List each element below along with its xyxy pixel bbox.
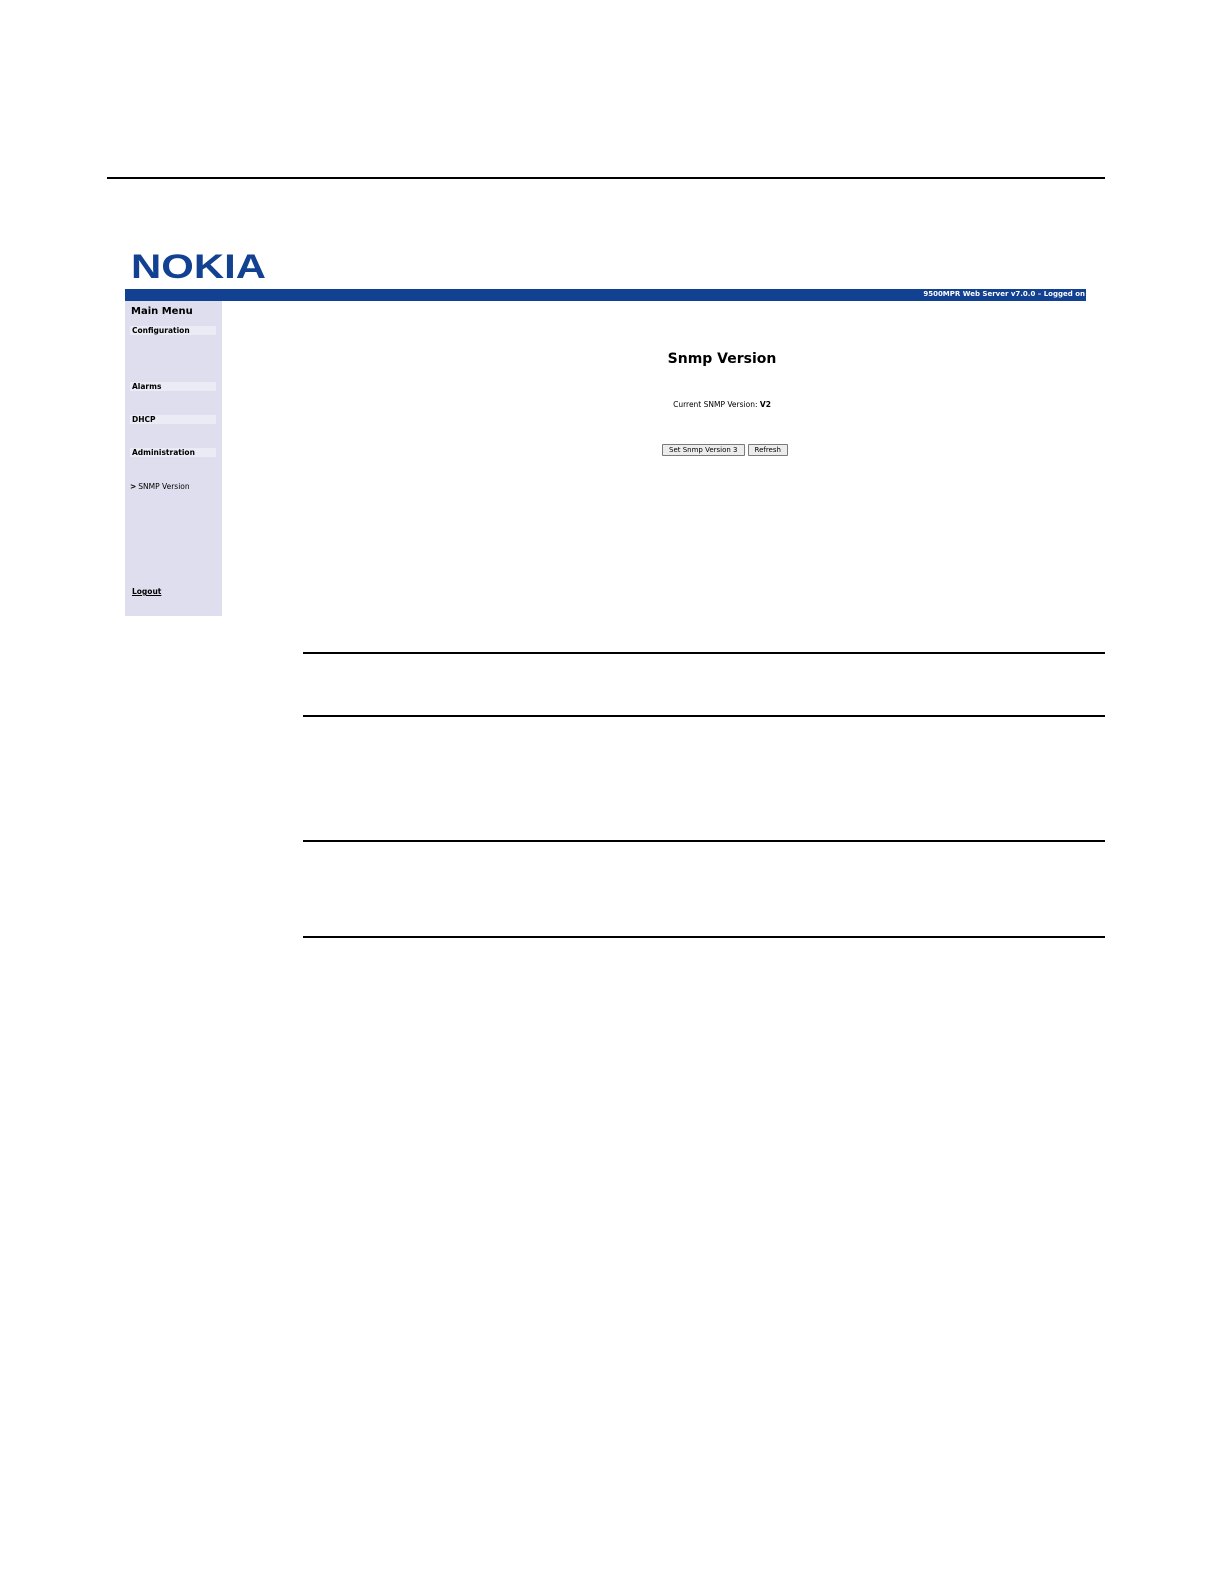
section-rule-4 xyxy=(303,936,1105,938)
sidebar xyxy=(125,301,222,616)
section-rule-1 xyxy=(303,652,1105,654)
current-version-value: V2 xyxy=(759,400,771,409)
section-rule-2 xyxy=(303,715,1105,717)
set-snmp-version-3-button[interactable]: Set Snmp Version 3 xyxy=(662,444,745,456)
sidebar-item-alarms[interactable]: Alarms xyxy=(130,382,216,391)
main-menu-title: Main Menu xyxy=(131,306,193,317)
sidebar-item-snmp-version[interactable] xyxy=(130,482,190,491)
logout-link[interactable]: Logout xyxy=(132,587,162,596)
current-version-line xyxy=(222,400,1222,409)
nokia-logo xyxy=(131,250,266,282)
sidebar-item-label: SNMP Version xyxy=(138,482,190,491)
section-rule-3 xyxy=(303,840,1105,842)
sidebar-item-dhcp[interactable]: DHCP xyxy=(130,415,216,424)
chevron-right-icon: > xyxy=(130,482,137,491)
button-row xyxy=(662,444,788,463)
sidebar-item-configuration[interactable]: Configuration xyxy=(130,326,216,335)
status-text: 9500MPR Web Server v7.0.0 – Logged on xyxy=(923,290,1085,298)
status-bar xyxy=(125,289,1086,301)
refresh-button[interactable]: Refresh xyxy=(748,444,788,456)
current-version-label: Current SNMP Version: xyxy=(673,400,758,409)
sidebar-item-administration[interactable]: Administration xyxy=(130,448,216,457)
page-title: Snmp Version xyxy=(667,351,777,367)
nokia-logo-text: NOKIA xyxy=(131,250,266,282)
page-top-rule xyxy=(107,177,1105,179)
